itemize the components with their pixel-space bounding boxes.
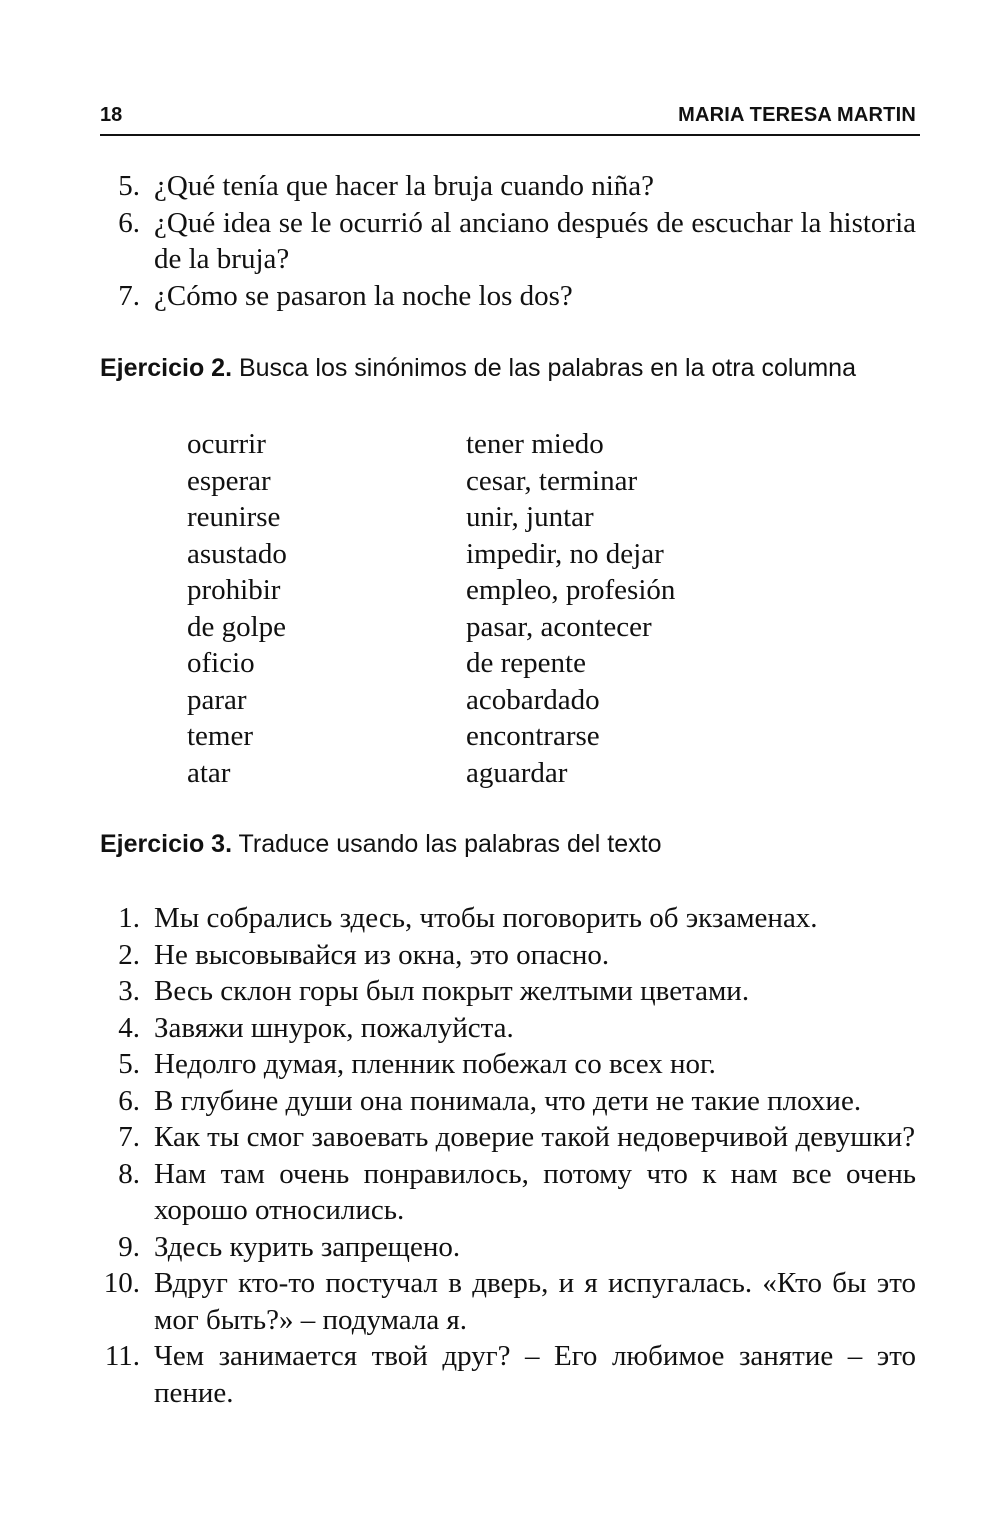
word-cell: esperar [187, 464, 271, 497]
word-cell: oficio [187, 647, 255, 679]
synonym-cell: unir, juntar [466, 501, 594, 533]
item-number: 3. [118, 975, 140, 1007]
item-text: Не высовывайся из окна, это опасно. [154, 938, 610, 971]
list-item [100, 1046, 916, 1083]
table-row [187, 463, 727, 500]
list-item [100, 900, 916, 937]
page-header [100, 100, 920, 136]
table-row [187, 645, 727, 682]
synonym-cell: pasar, acontecer [466, 610, 652, 643]
item-text: Здесь курить запрещено. [154, 1230, 461, 1263]
table-row [187, 718, 727, 755]
item-text: ¿Cómo se pasaron la noche los dos? [154, 279, 573, 312]
list-item [100, 1010, 916, 1047]
translation-list [100, 900, 916, 1411]
item-text: Весь склон горы был покрыт желтыми цветами. [154, 975, 750, 1007]
exercise-label: Ejercicio 2. [100, 354, 233, 382]
exercise-2-heading [100, 354, 916, 383]
item-number: 9. [118, 1230, 140, 1263]
synonym-cell: impedir, no dejar [466, 537, 664, 570]
word-cell: de golpe [187, 610, 287, 643]
item-number: 2. [118, 938, 140, 971]
exercise-label: Ejercicio 3. [100, 830, 233, 858]
item-text: Недолго думая, пленник побежал со всех ног. [154, 1048, 716, 1080]
item-text: Чем занимается твой друг? – Его любимое занятие – это пение. [154, 1340, 916, 1409]
item-number: 4. [118, 1011, 140, 1044]
list-item [100, 1119, 916, 1156]
word-cell: atar [187, 756, 231, 789]
table-row [187, 609, 727, 646]
table-row [187, 682, 727, 719]
item-number: 7. [118, 279, 140, 312]
list-item [100, 168, 916, 205]
item-number: 11. [104, 1340, 140, 1372]
synonym-table [187, 426, 727, 791]
table-row [187, 572, 727, 609]
item-number: 8. [118, 1157, 140, 1190]
word-cell: temer [187, 720, 254, 752]
synonym-cell: aguardar [466, 756, 568, 789]
synonym-cell: acobardado [466, 683, 600, 716]
page-number: 18 [100, 104, 123, 126]
item-text: Нам там очень понравилось, потому что к нам все очень хорошо относились. [154, 1157, 916, 1226]
table-row [187, 426, 727, 463]
item-text: В глубине души она понимала, что дети не такие плохие. [154, 1084, 862, 1117]
list-item [100, 205, 916, 278]
list-item [100, 1229, 916, 1266]
item-number: 1. [118, 902, 140, 934]
word-cell: reunirse [187, 501, 281, 533]
exercise-3-heading [100, 830, 916, 859]
word-cell: prohibir [187, 574, 281, 606]
table-row [187, 499, 727, 536]
list-item [100, 1265, 916, 1338]
list-item [100, 1156, 916, 1229]
synonym-cell: empleo, profesión [466, 574, 676, 606]
synonym-cell: cesar, terminar [466, 464, 638, 497]
item-text: ¿Qué idea se le ocurrió al anciano después de escuchar la historia de la bruja? [154, 206, 916, 275]
exercise-instruction: Traduce usando las palabras del texto [232, 830, 662, 858]
item-text: Вдруг кто-то постучал в дверь, и я испугалась. «Кто бы это мог быть?» – подумала я. [154, 1267, 916, 1336]
item-text: ¿Qué tenía que hacer la bruja cuando niña? [154, 170, 654, 202]
item-number: 10. [103, 1267, 140, 1299]
list-item [100, 973, 916, 1010]
question-list [100, 168, 916, 314]
synonym-cell: tener miedo [466, 428, 604, 460]
list-item [100, 1083, 916, 1120]
item-text: Завяжи шнурок, пожалуйста. [154, 1011, 514, 1044]
list-item [100, 1338, 916, 1411]
item-text: Мы собрались здесь, чтобы поговорить об экзаменах. [154, 902, 818, 934]
item-number: 6. [118, 1084, 140, 1117]
item-number: 7. [118, 1121, 140, 1153]
word-cell: parar [187, 683, 247, 716]
word-cell: asustado [187, 537, 287, 570]
table-row [187, 536, 727, 573]
item-number: 5. [118, 1048, 140, 1080]
running-head: MARIA TERESA MARTIN [678, 104, 916, 126]
synonym-cell: encontrarse [466, 720, 600, 752]
item-text: Как ты смог завоевать доверие такой недоверчивой девушки? [154, 1121, 916, 1153]
table-row [187, 755, 727, 792]
item-number: 6. [118, 206, 140, 239]
list-item [100, 278, 916, 315]
list-item [100, 937, 916, 974]
exercise-instruction: Busca los sinónimos de las palabras en la otra columna [232, 354, 856, 382]
synonym-cell: de repente [466, 647, 586, 679]
item-number: 5. [118, 170, 140, 202]
word-cell: ocurrir [187, 428, 266, 460]
